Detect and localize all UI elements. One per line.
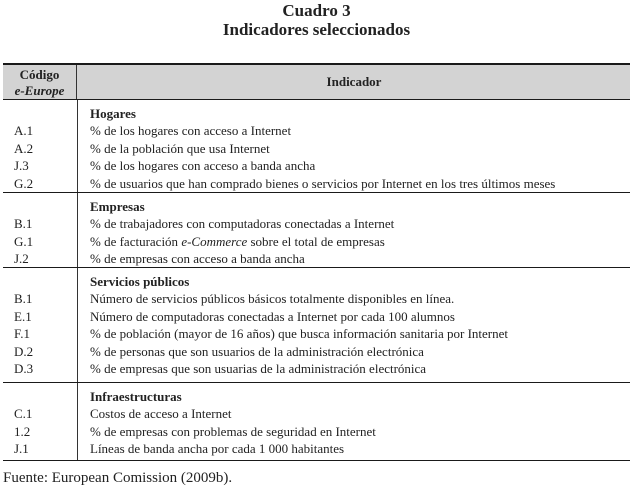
row-indicator: Número de servicios públicos básicos totalmente disponibles en línea.: [90, 291, 455, 306]
row-code: D.2: [14, 343, 34, 359]
row-indicator: Número de computadoras conectadas a Internet por cada 100 alumnos: [90, 308, 455, 324]
table-row: [3, 250, 630, 268]
section-title: Infraestructuras: [90, 389, 182, 404]
code-header-line2: e-Europe: [14, 83, 65, 98]
row-code: 1.2: [14, 423, 31, 439]
row-code: C.1: [14, 406, 33, 421]
row-indicator: % de los hogares con acceso a banda ancha: [90, 158, 316, 173]
row-indicator: Costos de acceso a Internet: [90, 406, 232, 421]
row-code: B.1: [14, 291, 33, 306]
row-code: A.1: [14, 123, 34, 138]
row-indicator: % de usuarios que han comprado bienes o servicios por Internet en los tres últimos meses: [90, 175, 556, 191]
table-row: [3, 343, 630, 361]
section-title: Servicios públicos: [90, 274, 190, 289]
indicator-text: sobre el total de empresas: [247, 233, 385, 249]
row-code: D.3: [14, 361, 34, 376]
table-row: [3, 157, 630, 175]
table-row: [3, 175, 630, 193]
section-title: Hogares: [90, 106, 136, 121]
row-indicator: % de trabajadores con computadoras conectadas a Internet: [90, 216, 395, 231]
row-indicator: % de población (mayor de 16 años) que busca información sanitaria por Internet: [90, 326, 509, 341]
row-code: G.2: [14, 175, 34, 191]
table-row: [3, 140, 630, 158]
source-note: Fuente: European Comission (2009b).: [3, 470, 233, 486]
table-row: [3, 290, 630, 308]
table-row: [3, 122, 630, 140]
table-row: [3, 308, 630, 326]
table-row: [3, 215, 630, 233]
table-header: [3, 63, 630, 100]
indicator-italic-term: e-Commerce: [181, 233, 248, 249]
table-number: Cuadro 3: [282, 1, 351, 20]
section-servicios-publicos: [3, 268, 630, 383]
section-empresas: [3, 193, 630, 268]
table-row: [3, 405, 630, 423]
table-row: [3, 360, 630, 378]
section-hogares: [3, 100, 630, 193]
row-code: J.2: [14, 251, 29, 266]
table-row: [3, 440, 630, 458]
row-indicator: % de empresas con acceso a banda ancha: [90, 251, 305, 266]
row-code: F.1: [14, 326, 30, 341]
section-title: Empresas: [90, 199, 145, 214]
code-header-line1: Código: [19, 67, 60, 82]
table-row: [3, 325, 630, 343]
row-code: J.1: [14, 441, 29, 456]
row-code: J.3: [14, 158, 29, 173]
row-indicator: % de empresas que son usuarias de la administración electrónica: [90, 361, 427, 376]
row-code: B.1: [14, 216, 33, 231]
indicator-column-header: Indicador: [326, 74, 382, 89]
row-code: E.1: [14, 308, 32, 324]
row-indicator: [90, 233, 385, 251]
row-indicator: % de personas que son usuarios de la administración electrónica: [90, 343, 424, 359]
code-column-header: [3, 65, 77, 99]
table-title: Indicadores seleccionados: [222, 20, 411, 39]
indicator-text: % de facturación: [90, 233, 182, 249]
row-code: A.2: [14, 140, 34, 156]
table-row: [3, 233, 630, 251]
table-row: [3, 423, 630, 441]
row-code: G.1: [14, 233, 34, 249]
row-indicator: % de la población que usa Internet: [90, 140, 270, 156]
row-indicator: % de los hogares con acceso a Internet: [90, 123, 292, 138]
section-infraestructuras: [3, 383, 630, 461]
row-indicator: % de empresas con problemas de seguridad en Internet: [90, 423, 376, 439]
indicators-table: [3, 63, 630, 461]
row-indicator: Líneas de banda ancha por cada 1 000 habitantes: [90, 441, 345, 456]
